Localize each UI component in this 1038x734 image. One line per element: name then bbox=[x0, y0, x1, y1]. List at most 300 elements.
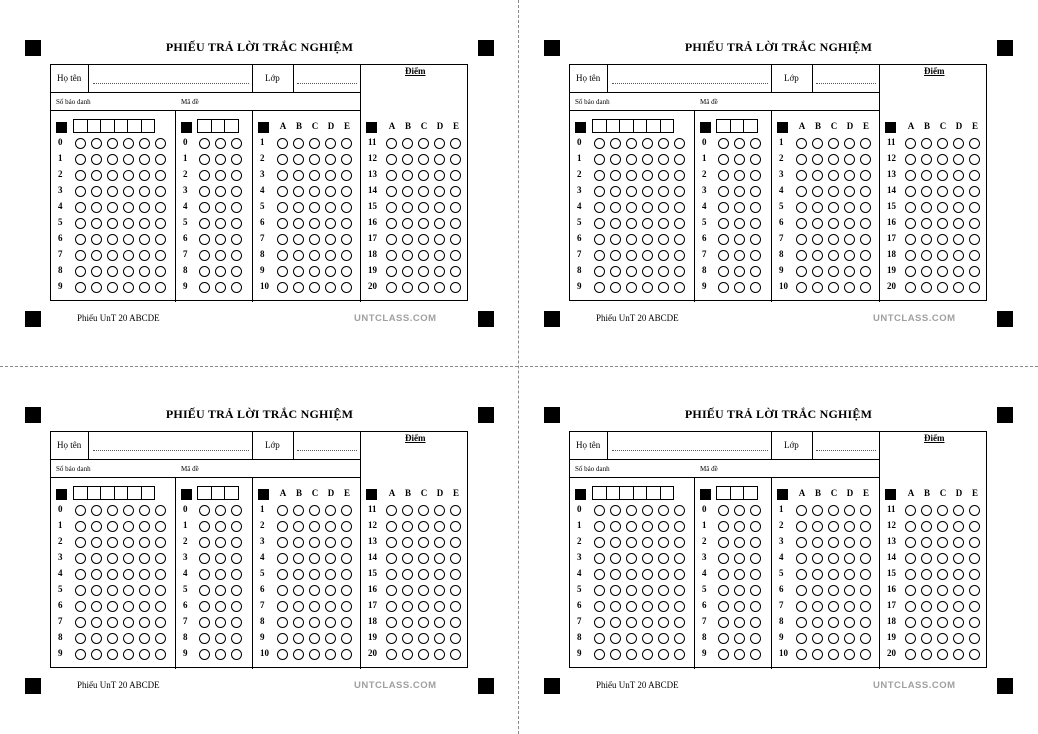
answer-bubble[interactable] bbox=[293, 202, 304, 213]
ma-de-bubble[interactable] bbox=[718, 138, 729, 149]
sbd-bubble[interactable] bbox=[155, 649, 166, 660]
lop-field[interactable] bbox=[816, 83, 876, 84]
sbd-bubble[interactable] bbox=[91, 154, 102, 165]
answer-bubble[interactable] bbox=[905, 154, 916, 165]
answer-bubble[interactable] bbox=[796, 218, 807, 229]
sbd-bubble[interactable] bbox=[626, 553, 637, 564]
ma-de-cell[interactable] bbox=[743, 486, 758, 500]
answer-bubble[interactable] bbox=[796, 585, 807, 596]
answer-bubble[interactable] bbox=[309, 537, 320, 548]
sbd-bubble[interactable] bbox=[658, 234, 669, 245]
answer-bubble[interactable] bbox=[277, 282, 288, 293]
so-bao-danh-cell[interactable] bbox=[592, 119, 607, 133]
answer-bubble[interactable] bbox=[402, 186, 413, 197]
sbd-bubble[interactable] bbox=[594, 154, 605, 165]
answer-bubble[interactable] bbox=[418, 521, 429, 532]
answer-bubble[interactable] bbox=[921, 218, 932, 229]
answer-bubble[interactable] bbox=[937, 154, 948, 165]
answer-bubble[interactable] bbox=[450, 521, 461, 532]
ma-de-bubble[interactable] bbox=[734, 633, 745, 644]
answer-bubble[interactable] bbox=[953, 505, 964, 516]
sbd-bubble[interactable] bbox=[594, 537, 605, 548]
answer-bubble[interactable] bbox=[309, 633, 320, 644]
ma-de-cell[interactable] bbox=[716, 119, 731, 133]
ma-de-bubble[interactable] bbox=[734, 218, 745, 229]
sbd-bubble[interactable] bbox=[642, 170, 653, 181]
ma-de-bubble[interactable] bbox=[734, 617, 745, 628]
sbd-bubble[interactable] bbox=[107, 585, 118, 596]
sbd-bubble[interactable] bbox=[658, 521, 669, 532]
sbd-bubble[interactable] bbox=[642, 505, 653, 516]
answer-bubble[interactable] bbox=[921, 154, 932, 165]
answer-bubble[interactable] bbox=[325, 218, 336, 229]
answer-bubble[interactable] bbox=[402, 218, 413, 229]
answer-bubble[interactable] bbox=[309, 202, 320, 213]
answer-bubble[interactable] bbox=[796, 250, 807, 261]
answer-bubble[interactable] bbox=[937, 617, 948, 628]
sbd-bubble[interactable] bbox=[91, 186, 102, 197]
ma-de-bubble[interactable] bbox=[231, 250, 242, 261]
answer-bubble[interactable] bbox=[921, 569, 932, 580]
sbd-bubble[interactable] bbox=[75, 521, 86, 532]
answer-bubble[interactable] bbox=[812, 202, 823, 213]
answer-bubble[interactable] bbox=[828, 601, 839, 612]
answer-bubble[interactable] bbox=[844, 202, 855, 213]
sbd-bubble[interactable] bbox=[642, 553, 653, 564]
answer-bubble[interactable] bbox=[937, 250, 948, 261]
answer-bubble[interactable] bbox=[386, 601, 397, 612]
sbd-bubble[interactable] bbox=[155, 234, 166, 245]
answer-bubble[interactable] bbox=[277, 553, 288, 564]
sbd-bubble[interactable] bbox=[658, 202, 669, 213]
so-bao-danh-cell[interactable] bbox=[592, 486, 607, 500]
answer-bubble[interactable] bbox=[796, 170, 807, 181]
answer-bubble[interactable] bbox=[341, 649, 352, 660]
ma-de-bubble[interactable] bbox=[750, 553, 761, 564]
ma-de-bubble[interactable] bbox=[215, 585, 226, 596]
sbd-bubble[interactable] bbox=[75, 218, 86, 229]
sbd-bubble[interactable] bbox=[674, 186, 685, 197]
ma-de-bubble[interactable] bbox=[215, 553, 226, 564]
ma-de-bubble[interactable] bbox=[231, 186, 242, 197]
answer-bubble[interactable] bbox=[293, 521, 304, 532]
ma-de-bubble[interactable] bbox=[215, 569, 226, 580]
answer-bubble[interactable] bbox=[434, 633, 445, 644]
so-bao-danh-cell[interactable] bbox=[660, 119, 675, 133]
so-bao-danh-cell[interactable] bbox=[606, 119, 621, 133]
answer-bubble[interactable] bbox=[450, 266, 461, 277]
sbd-bubble[interactable] bbox=[610, 250, 621, 261]
so-bao-danh-cell[interactable] bbox=[87, 486, 102, 500]
answer-bubble[interactable] bbox=[450, 585, 461, 596]
answer-bubble[interactable] bbox=[969, 553, 980, 564]
sbd-bubble[interactable] bbox=[107, 553, 118, 564]
sbd-bubble[interactable] bbox=[658, 649, 669, 660]
answer-bubble[interactable] bbox=[844, 138, 855, 149]
answer-bubble[interactable] bbox=[418, 218, 429, 229]
sbd-bubble[interactable] bbox=[674, 202, 685, 213]
answer-bubble[interactable] bbox=[953, 202, 964, 213]
answer-bubble[interactable] bbox=[937, 521, 948, 532]
ma-de-bubble[interactable] bbox=[750, 569, 761, 580]
answer-bubble[interactable] bbox=[402, 234, 413, 245]
sbd-bubble[interactable] bbox=[626, 505, 637, 516]
answer-bubble[interactable] bbox=[905, 617, 916, 628]
so-bao-danh-cell[interactable] bbox=[114, 119, 129, 133]
lop-field[interactable] bbox=[816, 450, 876, 451]
answer-bubble[interactable] bbox=[828, 282, 839, 293]
answer-bubble[interactable] bbox=[796, 234, 807, 245]
answer-bubble[interactable] bbox=[953, 266, 964, 277]
so-bao-danh-cell[interactable] bbox=[114, 486, 129, 500]
answer-bubble[interactable] bbox=[386, 537, 397, 548]
answer-bubble[interactable] bbox=[953, 186, 964, 197]
sbd-bubble[interactable] bbox=[658, 569, 669, 580]
answer-bubble[interactable] bbox=[434, 234, 445, 245]
ma-de-bubble[interactable] bbox=[734, 138, 745, 149]
answer-bubble[interactable] bbox=[402, 505, 413, 516]
ma-de-cell[interactable] bbox=[197, 119, 212, 133]
ma-de-bubble[interactable] bbox=[199, 282, 210, 293]
answer-bubble[interactable] bbox=[860, 633, 871, 644]
answer-bubble[interactable] bbox=[341, 170, 352, 181]
sbd-bubble[interactable] bbox=[123, 266, 134, 277]
answer-bubble[interactable] bbox=[844, 266, 855, 277]
sbd-bubble[interactable] bbox=[123, 202, 134, 213]
answer-bubble[interactable] bbox=[402, 601, 413, 612]
sbd-bubble[interactable] bbox=[626, 154, 637, 165]
answer-bubble[interactable] bbox=[341, 202, 352, 213]
sbd-bubble[interactable] bbox=[123, 585, 134, 596]
answer-bubble[interactable] bbox=[860, 649, 871, 660]
answer-bubble[interactable] bbox=[921, 282, 932, 293]
sbd-bubble[interactable] bbox=[75, 649, 86, 660]
answer-bubble[interactable] bbox=[309, 282, 320, 293]
answer-bubble[interactable] bbox=[341, 553, 352, 564]
answer-bubble[interactable] bbox=[969, 218, 980, 229]
sbd-bubble[interactable] bbox=[610, 266, 621, 277]
ma-de-bubble[interactable] bbox=[215, 649, 226, 660]
answer-bubble[interactable] bbox=[953, 601, 964, 612]
ma-de-bubble[interactable] bbox=[718, 521, 729, 532]
sbd-bubble[interactable] bbox=[91, 266, 102, 277]
answer-bubble[interactable] bbox=[434, 282, 445, 293]
answer-bubble[interactable] bbox=[844, 617, 855, 628]
answer-bubble[interactable] bbox=[325, 282, 336, 293]
answer-bubble[interactable] bbox=[277, 585, 288, 596]
sbd-bubble[interactable] bbox=[626, 138, 637, 149]
answer-bubble[interactable] bbox=[402, 649, 413, 660]
sbd-bubble[interactable] bbox=[594, 202, 605, 213]
answer-bubble[interactable] bbox=[905, 649, 916, 660]
answer-bubble[interactable] bbox=[937, 282, 948, 293]
sbd-bubble[interactable] bbox=[594, 649, 605, 660]
so-bao-danh-cell[interactable] bbox=[127, 119, 142, 133]
ma-de-bubble[interactable] bbox=[215, 505, 226, 516]
sbd-bubble[interactable] bbox=[674, 170, 685, 181]
answer-bubble[interactable] bbox=[812, 569, 823, 580]
ma-de-bubble[interactable] bbox=[718, 202, 729, 213]
sbd-bubble[interactable] bbox=[610, 617, 621, 628]
ma-de-bubble[interactable] bbox=[734, 170, 745, 181]
answer-bubble[interactable] bbox=[386, 266, 397, 277]
answer-bubble[interactable] bbox=[450, 649, 461, 660]
sbd-bubble[interactable] bbox=[107, 649, 118, 660]
ma-de-bubble[interactable] bbox=[718, 553, 729, 564]
ma-de-bubble[interactable] bbox=[199, 553, 210, 564]
ma-de-bubble[interactable] bbox=[734, 553, 745, 564]
answer-bubble[interactable] bbox=[325, 649, 336, 660]
answer-bubble[interactable] bbox=[309, 186, 320, 197]
answer-bubble[interactable] bbox=[969, 585, 980, 596]
answer-bubble[interactable] bbox=[921, 266, 932, 277]
ma-de-bubble[interactable] bbox=[231, 585, 242, 596]
answer-bubble[interactable] bbox=[828, 250, 839, 261]
sbd-bubble[interactable] bbox=[642, 186, 653, 197]
answer-bubble[interactable] bbox=[434, 601, 445, 612]
ma-de-bubble[interactable] bbox=[734, 266, 745, 277]
answer-bubble[interactable] bbox=[860, 170, 871, 181]
ma-de-bubble[interactable] bbox=[734, 186, 745, 197]
answer-bubble[interactable] bbox=[277, 218, 288, 229]
ma-de-bubble[interactable] bbox=[750, 537, 761, 548]
sbd-bubble[interactable] bbox=[123, 521, 134, 532]
answer-bubble[interactable] bbox=[277, 569, 288, 580]
sbd-bubble[interactable] bbox=[75, 505, 86, 516]
ma-de-bubble[interactable] bbox=[215, 266, 226, 277]
sbd-bubble[interactable] bbox=[91, 505, 102, 516]
answer-bubble[interactable] bbox=[921, 633, 932, 644]
answer-bubble[interactable] bbox=[860, 154, 871, 165]
ma-de-bubble[interactable] bbox=[718, 250, 729, 261]
sbd-bubble[interactable] bbox=[139, 202, 150, 213]
answer-bubble[interactable] bbox=[386, 633, 397, 644]
sbd-bubble[interactable] bbox=[642, 569, 653, 580]
sbd-bubble[interactable] bbox=[139, 617, 150, 628]
answer-bubble[interactable] bbox=[325, 553, 336, 564]
answer-bubble[interactable] bbox=[277, 521, 288, 532]
ma-de-bubble[interactable] bbox=[231, 553, 242, 564]
ma-de-bubble[interactable] bbox=[750, 266, 761, 277]
sbd-bubble[interactable] bbox=[107, 186, 118, 197]
ma-de-bubble[interactable] bbox=[231, 649, 242, 660]
answer-bubble[interactable] bbox=[309, 521, 320, 532]
answer-bubble[interactable] bbox=[293, 186, 304, 197]
answer-bubble[interactable] bbox=[921, 186, 932, 197]
answer-bubble[interactable] bbox=[434, 617, 445, 628]
sbd-bubble[interactable] bbox=[626, 282, 637, 293]
answer-bubble[interactable] bbox=[386, 617, 397, 628]
answer-bubble[interactable] bbox=[812, 537, 823, 548]
answer-bubble[interactable] bbox=[434, 505, 445, 516]
answer-bubble[interactable] bbox=[293, 234, 304, 245]
answer-bubble[interactable] bbox=[325, 585, 336, 596]
sbd-bubble[interactable] bbox=[123, 250, 134, 261]
ma-de-bubble[interactable] bbox=[718, 537, 729, 548]
ma-de-bubble[interactable] bbox=[750, 633, 761, 644]
answer-bubble[interactable] bbox=[969, 170, 980, 181]
answer-bubble[interactable] bbox=[309, 250, 320, 261]
answer-bubble[interactable] bbox=[844, 521, 855, 532]
sbd-bubble[interactable] bbox=[155, 521, 166, 532]
sbd-bubble[interactable] bbox=[658, 154, 669, 165]
answer-bubble[interactable] bbox=[812, 234, 823, 245]
answer-bubble[interactable] bbox=[293, 266, 304, 277]
answer-bubble[interactable] bbox=[418, 617, 429, 628]
sbd-bubble[interactable] bbox=[155, 569, 166, 580]
answer-bubble[interactable] bbox=[402, 250, 413, 261]
sbd-bubble[interactable] bbox=[107, 617, 118, 628]
answer-bubble[interactable] bbox=[450, 202, 461, 213]
ma-de-bubble[interactable] bbox=[231, 569, 242, 580]
answer-bubble[interactable] bbox=[812, 218, 823, 229]
sbd-bubble[interactable] bbox=[626, 250, 637, 261]
sbd-bubble[interactable] bbox=[91, 585, 102, 596]
sbd-bubble[interactable] bbox=[594, 633, 605, 644]
sbd-bubble[interactable] bbox=[610, 553, 621, 564]
sbd-bubble[interactable] bbox=[610, 569, 621, 580]
answer-bubble[interactable] bbox=[969, 266, 980, 277]
answer-bubble[interactable] bbox=[953, 617, 964, 628]
sbd-bubble[interactable] bbox=[155, 186, 166, 197]
sbd-bubble[interactable] bbox=[626, 537, 637, 548]
answer-bubble[interactable] bbox=[796, 138, 807, 149]
sbd-bubble[interactable] bbox=[594, 266, 605, 277]
answer-bubble[interactable] bbox=[969, 202, 980, 213]
answer-bubble[interactable] bbox=[341, 569, 352, 580]
answer-bubble[interactable] bbox=[450, 553, 461, 564]
sbd-bubble[interactable] bbox=[626, 601, 637, 612]
sbd-bubble[interactable] bbox=[91, 521, 102, 532]
sbd-bubble[interactable] bbox=[139, 170, 150, 181]
sbd-bubble[interactable] bbox=[626, 649, 637, 660]
answer-bubble[interactable] bbox=[969, 234, 980, 245]
so-bao-danh-cell[interactable] bbox=[100, 119, 115, 133]
answer-bubble[interactable] bbox=[434, 154, 445, 165]
answer-bubble[interactable] bbox=[341, 633, 352, 644]
ma-de-bubble[interactable] bbox=[215, 537, 226, 548]
sbd-bubble[interactable] bbox=[75, 138, 86, 149]
sbd-bubble[interactable] bbox=[658, 186, 669, 197]
answer-bubble[interactable] bbox=[953, 649, 964, 660]
answer-bubble[interactable] bbox=[325, 537, 336, 548]
answer-bubble[interactable] bbox=[828, 202, 839, 213]
answer-bubble[interactable] bbox=[341, 154, 352, 165]
sbd-bubble[interactable] bbox=[155, 138, 166, 149]
answer-bubble[interactable] bbox=[293, 649, 304, 660]
answer-bubble[interactable] bbox=[341, 186, 352, 197]
sbd-bubble[interactable] bbox=[123, 234, 134, 245]
ma-de-bubble[interactable] bbox=[750, 186, 761, 197]
answer-bubble[interactable] bbox=[386, 553, 397, 564]
sbd-bubble[interactable] bbox=[123, 601, 134, 612]
answer-bubble[interactable] bbox=[844, 537, 855, 548]
answer-bubble[interactable] bbox=[325, 617, 336, 628]
ma-de-bubble[interactable] bbox=[199, 521, 210, 532]
answer-bubble[interactable] bbox=[325, 138, 336, 149]
sbd-bubble[interactable] bbox=[139, 234, 150, 245]
ma-de-bubble[interactable] bbox=[231, 218, 242, 229]
sbd-bubble[interactable] bbox=[674, 250, 685, 261]
answer-bubble[interactable] bbox=[402, 537, 413, 548]
answer-bubble[interactable] bbox=[386, 218, 397, 229]
sbd-bubble[interactable] bbox=[75, 282, 86, 293]
sbd-bubble[interactable] bbox=[610, 537, 621, 548]
ma-de-bubble[interactable] bbox=[231, 282, 242, 293]
answer-bubble[interactable] bbox=[386, 202, 397, 213]
sbd-bubble[interactable] bbox=[91, 537, 102, 548]
sbd-bubble[interactable] bbox=[610, 218, 621, 229]
sbd-bubble[interactable] bbox=[91, 250, 102, 261]
sbd-bubble[interactable] bbox=[107, 170, 118, 181]
ma-de-bubble[interactable] bbox=[199, 234, 210, 245]
answer-bubble[interactable] bbox=[293, 601, 304, 612]
ma-de-bubble[interactable] bbox=[718, 186, 729, 197]
answer-bubble[interactable] bbox=[402, 154, 413, 165]
sbd-bubble[interactable] bbox=[594, 505, 605, 516]
answer-bubble[interactable] bbox=[386, 186, 397, 197]
sbd-bubble[interactable] bbox=[91, 234, 102, 245]
sbd-bubble[interactable] bbox=[107, 521, 118, 532]
answer-bubble[interactable] bbox=[860, 569, 871, 580]
answer-bubble[interactable] bbox=[309, 617, 320, 628]
answer-bubble[interactable] bbox=[325, 601, 336, 612]
ho-ten-field[interactable] bbox=[93, 450, 249, 451]
sbd-bubble[interactable] bbox=[107, 601, 118, 612]
answer-bubble[interactable] bbox=[969, 649, 980, 660]
answer-bubble[interactable] bbox=[905, 601, 916, 612]
ma-de-bubble[interactable] bbox=[199, 569, 210, 580]
so-bao-danh-cell[interactable] bbox=[127, 486, 142, 500]
sbd-bubble[interactable] bbox=[594, 218, 605, 229]
sbd-bubble[interactable] bbox=[610, 505, 621, 516]
answer-bubble[interactable] bbox=[293, 553, 304, 564]
sbd-bubble[interactable] bbox=[642, 633, 653, 644]
answer-bubble[interactable] bbox=[402, 202, 413, 213]
answer-bubble[interactable] bbox=[418, 585, 429, 596]
ma-de-bubble[interactable] bbox=[199, 649, 210, 660]
answer-bubble[interactable] bbox=[812, 154, 823, 165]
answer-bubble[interactable] bbox=[969, 521, 980, 532]
answer-bubble[interactable] bbox=[434, 537, 445, 548]
answer-bubble[interactable] bbox=[969, 505, 980, 516]
answer-bubble[interactable] bbox=[844, 282, 855, 293]
sbd-bubble[interactable] bbox=[674, 218, 685, 229]
answer-bubble[interactable] bbox=[325, 234, 336, 245]
answer-bubble[interactable] bbox=[293, 250, 304, 261]
answer-bubble[interactable] bbox=[325, 250, 336, 261]
answer-bubble[interactable] bbox=[844, 633, 855, 644]
sbd-bubble[interactable] bbox=[139, 186, 150, 197]
answer-bubble[interactable] bbox=[796, 553, 807, 564]
answer-bubble[interactable] bbox=[812, 266, 823, 277]
answer-bubble[interactable] bbox=[860, 505, 871, 516]
ma-de-cell[interactable] bbox=[197, 486, 212, 500]
answer-bubble[interactable] bbox=[905, 170, 916, 181]
sbd-bubble[interactable] bbox=[139, 138, 150, 149]
sbd-bubble[interactable] bbox=[123, 138, 134, 149]
sbd-bubble[interactable] bbox=[674, 138, 685, 149]
ma-de-bubble[interactable] bbox=[734, 250, 745, 261]
sbd-bubble[interactable] bbox=[123, 282, 134, 293]
ma-de-bubble[interactable] bbox=[718, 218, 729, 229]
so-bao-danh-cell[interactable] bbox=[619, 486, 634, 500]
answer-bubble[interactable] bbox=[325, 521, 336, 532]
sbd-bubble[interactable] bbox=[658, 537, 669, 548]
sbd-bubble[interactable] bbox=[155, 617, 166, 628]
answer-bubble[interactable] bbox=[860, 521, 871, 532]
sbd-bubble[interactable] bbox=[674, 585, 685, 596]
